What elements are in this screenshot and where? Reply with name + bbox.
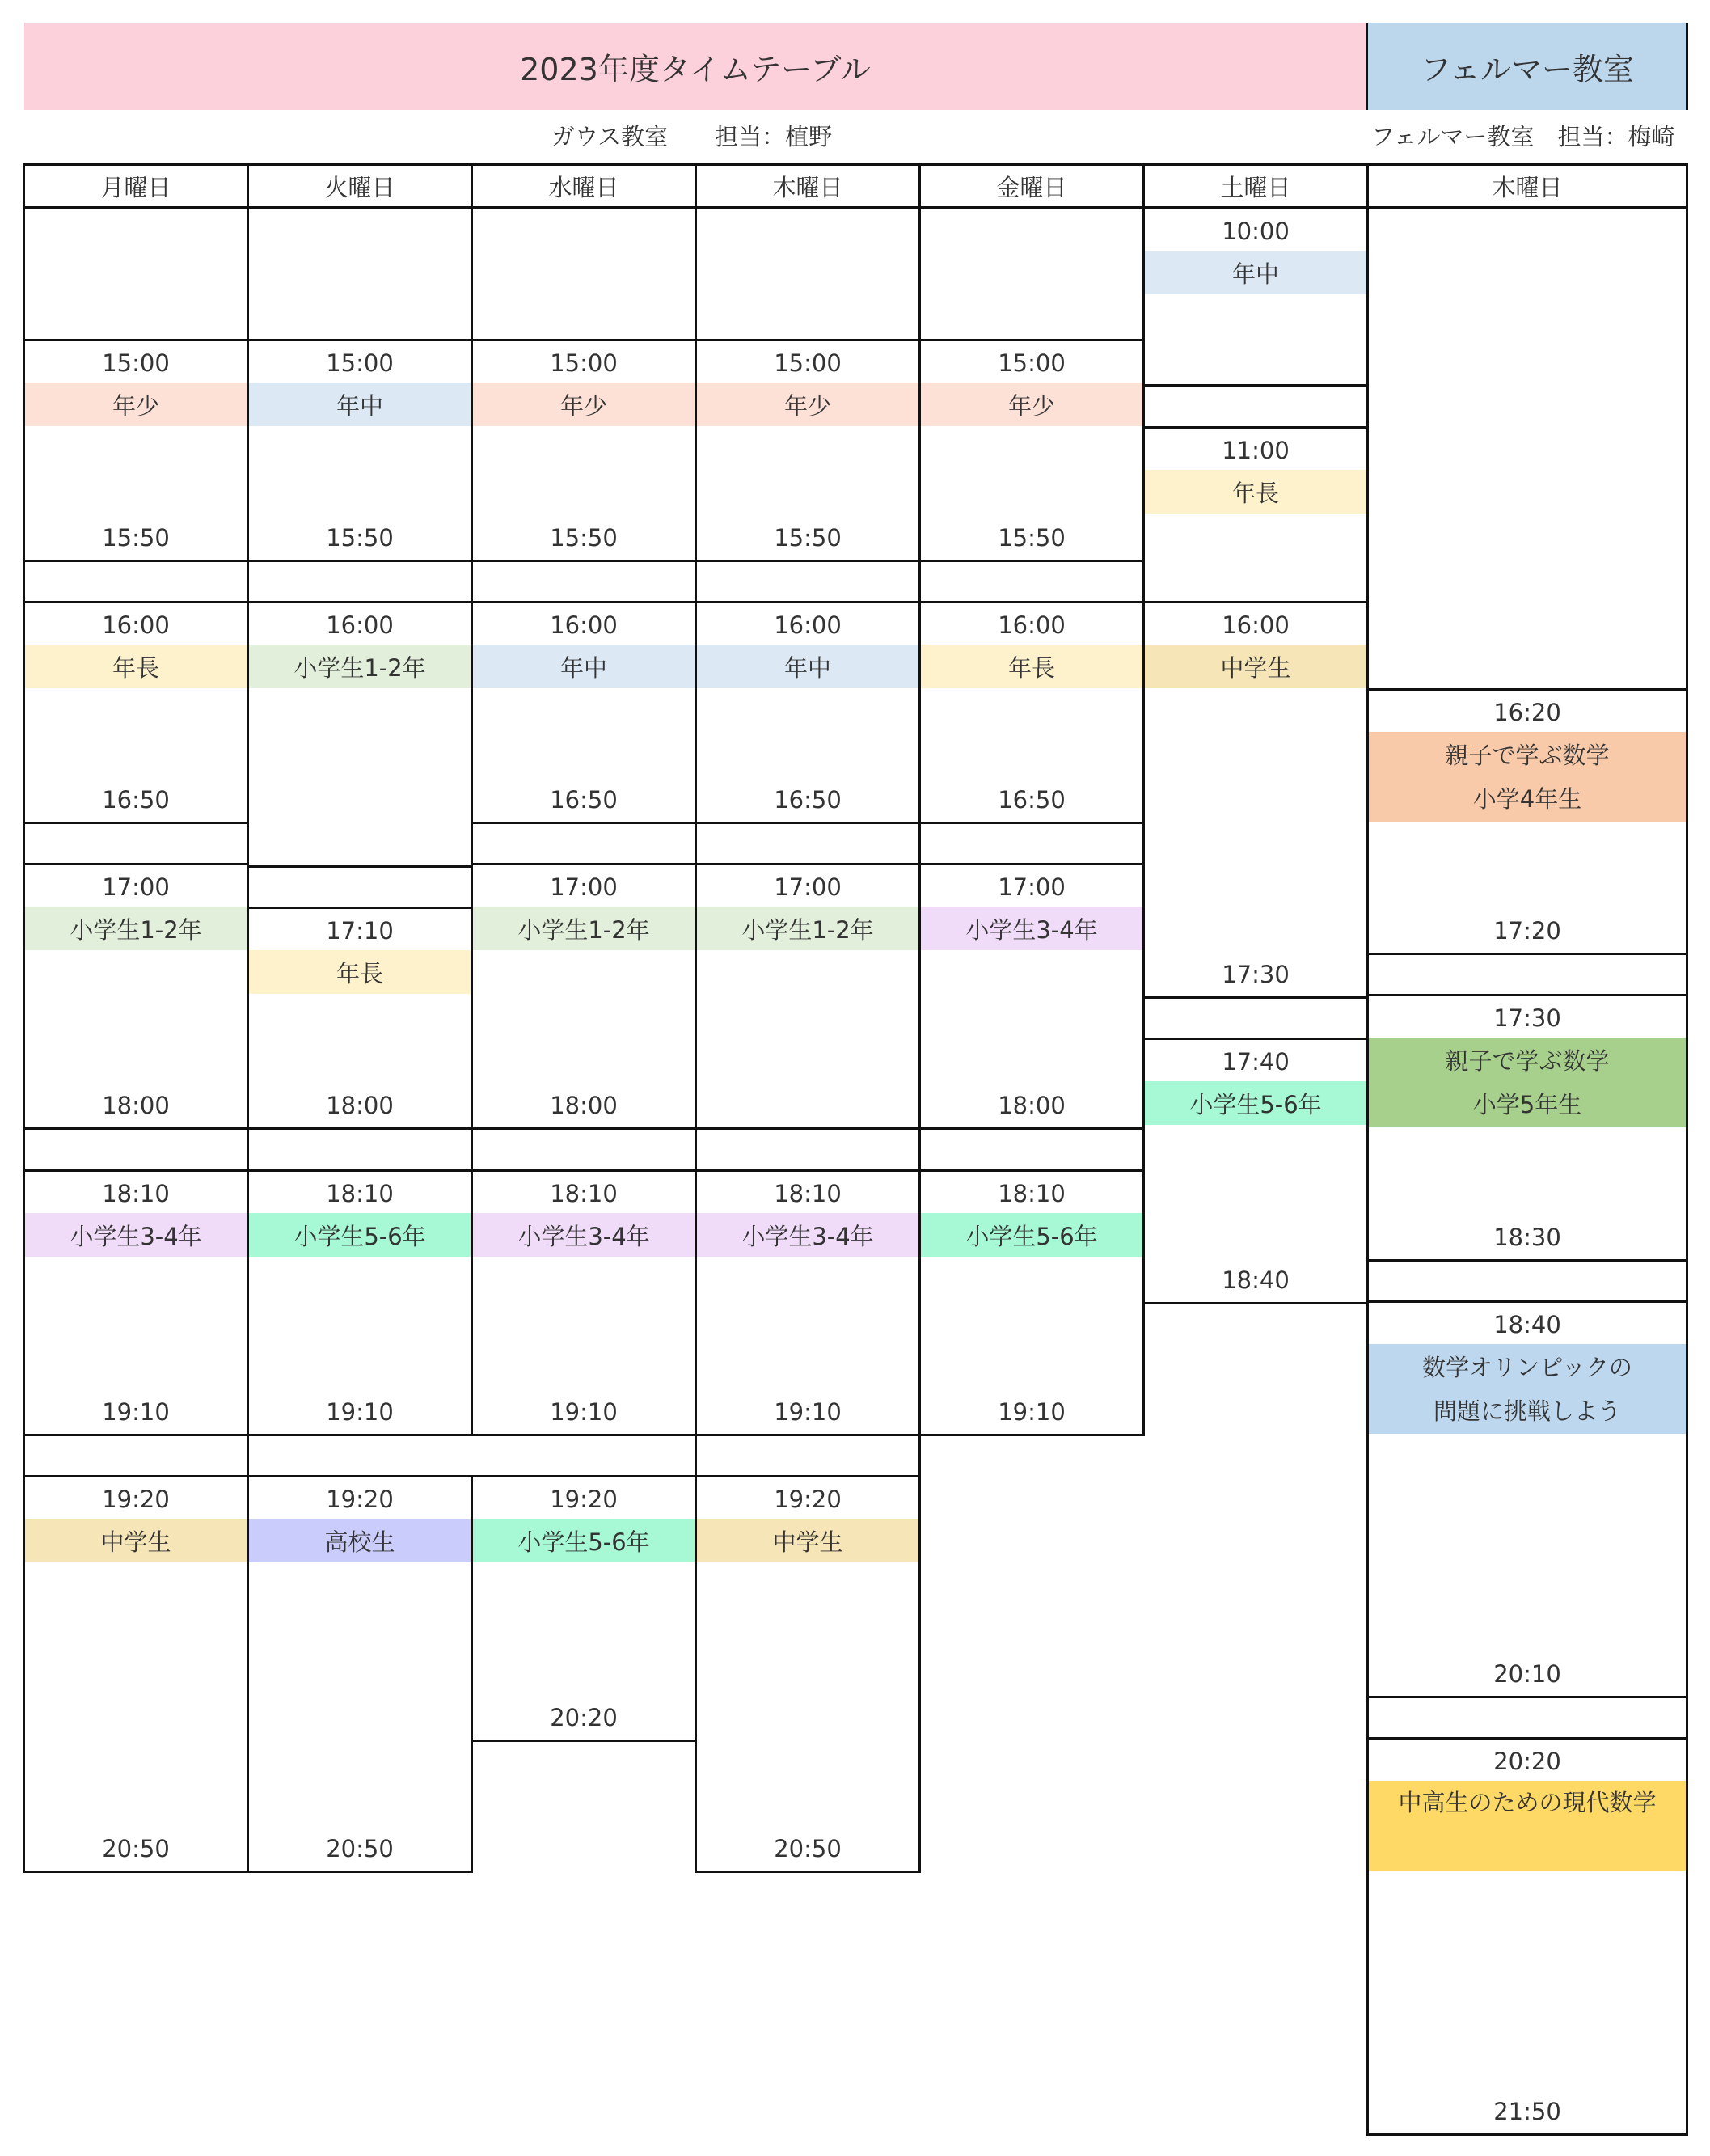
- start-time: 19:20: [326, 1486, 394, 1513]
- end-time: 16:50: [774, 786, 842, 814]
- class-block[interactable]: [918, 863, 1145, 1130]
- start-time: 16:00: [326, 611, 394, 639]
- class-label: 年中: [473, 645, 695, 688]
- class-label-line: 中高生のための現代数学: [1398, 1789, 1657, 1816]
- end-time: 18:30: [1493, 1224, 1561, 1251]
- empty-slot: [23, 1431, 249, 1477]
- empty-slot: [1142, 382, 1369, 429]
- class-label: 小学生1-2年: [473, 907, 695, 950]
- start-time: 17:00: [550, 873, 618, 901]
- end-time: 20:20: [550, 1704, 618, 1731]
- end-time: 20:50: [774, 1835, 842, 1862]
- start-time: 15:00: [550, 349, 618, 377]
- subtitle-right: フェルマー教室 担当：梅崎: [1371, 122, 1675, 150]
- empty-slot: [918, 1125, 1145, 1172]
- empty-slot: [1366, 950, 1688, 996]
- class-block[interactable]: [1366, 688, 1688, 955]
- start-time: 16:00: [1222, 611, 1290, 639]
- empty-slot: [1366, 207, 1688, 691]
- class-block[interactable]: [695, 863, 921, 1130]
- end-time: 18:40: [1222, 1266, 1290, 1294]
- empty-slot: [247, 557, 473, 603]
- start-time: 19:20: [550, 1486, 618, 1513]
- end-time: 20:10: [1493, 1660, 1561, 1688]
- class-label-band: [1369, 1781, 1686, 1871]
- end-time: 19:10: [774, 1398, 842, 1426]
- class-label-band: [1369, 1344, 1686, 1434]
- right-page-title: フェルマー教室: [1420, 51, 1635, 87]
- end-time: 18:00: [102, 1092, 170, 1119]
- empty-slot: [247, 1431, 697, 1477]
- end-time: 19:10: [102, 1398, 170, 1426]
- subtitle-left: ガウス教室 担当：植野: [551, 122, 833, 150]
- class-label: 中学生: [697, 1519, 918, 1562]
- right-title-banner: [1368, 23, 1687, 110]
- day-header: 木曜日: [1366, 163, 1688, 209]
- class-label: 年長: [25, 645, 247, 688]
- class-block[interactable]: [23, 1475, 249, 1873]
- start-time: 18:40: [1493, 1311, 1561, 1338]
- start-time: 18:10: [102, 1180, 170, 1207]
- class-block[interactable]: [23, 601, 249, 824]
- empty-slot: [247, 207, 473, 341]
- class-block[interactable]: [918, 601, 1145, 824]
- class-label-line: 問題に挑戦しよう: [1433, 1397, 1621, 1425]
- empty-slot: [918, 819, 1145, 865]
- start-time: 18:10: [550, 1180, 618, 1207]
- class-block[interactable]: [471, 1169, 697, 1436]
- start-time: 16:00: [998, 611, 1066, 639]
- empty-slot: [471, 819, 697, 865]
- empty-slot: [695, 1431, 921, 1477]
- end-time: 19:10: [550, 1398, 618, 1426]
- end-time: 15:50: [102, 524, 170, 552]
- start-time: 19:20: [102, 1486, 170, 1513]
- class-block[interactable]: [471, 863, 697, 1130]
- class-label: 小学生3-4年: [921, 907, 1142, 950]
- class-block[interactable]: [23, 1169, 249, 1436]
- day-header: 木曜日: [695, 163, 921, 209]
- start-time: 17:30: [1493, 1004, 1561, 1032]
- end-time: 15:50: [774, 524, 842, 552]
- day-header: 月曜日: [23, 163, 249, 209]
- empty-slot: [695, 207, 921, 341]
- end-time: 18:00: [326, 1092, 394, 1119]
- banner-right-edge: [1686, 23, 1688, 110]
- start-time: 18:10: [774, 1180, 842, 1207]
- end-time: 16:50: [102, 786, 170, 814]
- empty-slot: [23, 557, 249, 603]
- class-label: 年少: [25, 383, 247, 426]
- start-time: 16:00: [550, 611, 618, 639]
- class-label-band: [1369, 732, 1686, 822]
- class-label: 小学生1-2年: [25, 907, 247, 950]
- start-time: 19:20: [774, 1486, 842, 1513]
- class-label: 小学生1-2年: [249, 645, 471, 688]
- class-label: 年長: [921, 645, 1142, 688]
- day-header: 土曜日: [1142, 163, 1369, 209]
- end-time: 17:20: [1493, 917, 1561, 945]
- class-label: 小学生3-4年: [25, 1213, 247, 1257]
- empty-slot: [695, 819, 921, 865]
- start-time: 16:20: [1493, 699, 1561, 726]
- class-block[interactable]: [695, 339, 921, 562]
- class-block[interactable]: [471, 601, 697, 824]
- class-block[interactable]: [1142, 207, 1369, 387]
- day-header: 火曜日: [247, 163, 473, 209]
- end-time: 15:50: [550, 524, 618, 552]
- class-label-band: [1369, 1038, 1686, 1127]
- class-label: 高校生: [249, 1519, 471, 1562]
- class-block[interactable]: [1366, 1300, 1688, 1698]
- class-block[interactable]: [247, 1475, 473, 1873]
- class-block[interactable]: [247, 1169, 473, 1436]
- start-time: 17:10: [326, 917, 394, 945]
- class-label-line: 親子で学ぶ数学: [1445, 741, 1610, 769]
- class-label: 年少: [473, 383, 695, 426]
- empty-slot: [1366, 1693, 1688, 1740]
- end-time: 19:10: [326, 1398, 394, 1426]
- end-time: 16:50: [998, 786, 1066, 814]
- class-label-line: 小学5年生: [1472, 1090, 1582, 1118]
- class-block[interactable]: [471, 339, 697, 562]
- class-label: 年少: [921, 383, 1142, 426]
- empty-slot: [1366, 1257, 1688, 1303]
- empty-slot: [23, 819, 249, 865]
- class-block[interactable]: [23, 863, 249, 1130]
- class-label: 年長: [249, 950, 471, 994]
- class-label: 小学生5-6年: [473, 1519, 695, 1562]
- class-block[interactable]: [247, 601, 473, 868]
- end-time: 20:50: [326, 1835, 394, 1862]
- empty-slot: [695, 1125, 921, 1172]
- start-time: 16:00: [102, 611, 170, 639]
- start-time: 16:00: [774, 611, 842, 639]
- start-time: 17:00: [774, 873, 842, 901]
- empty-slot: [471, 207, 697, 341]
- class-label: 小学生5-6年: [1145, 1081, 1366, 1125]
- class-block[interactable]: [247, 907, 473, 1130]
- start-time: 18:10: [998, 1180, 1066, 1207]
- empty-slot: [1142, 994, 1369, 1040]
- empty-slot: [695, 557, 921, 603]
- title-banner: [24, 23, 1366, 110]
- empty-slot: [918, 207, 1145, 341]
- empty-slot: [471, 557, 697, 603]
- class-block[interactable]: [23, 339, 249, 562]
- start-time: 15:00: [102, 349, 170, 377]
- class-label-line: 小学4年生: [1472, 784, 1582, 813]
- end-time: 21:50: [1493, 2098, 1561, 2125]
- start-time: 11:00: [1222, 437, 1290, 464]
- empty-slot: [23, 207, 249, 341]
- class-block[interactable]: [247, 339, 473, 562]
- class-label: 小学生3-4年: [697, 1213, 918, 1257]
- class-block[interactable]: [918, 339, 1145, 562]
- class-block[interactable]: [1366, 1737, 1688, 2136]
- start-time: 17:40: [1222, 1048, 1290, 1076]
- class-block[interactable]: [1142, 601, 1369, 999]
- class-label: 中学生: [1145, 645, 1366, 688]
- end-time: 20:50: [102, 1835, 170, 1862]
- day-header: 金曜日: [918, 163, 1145, 209]
- class-label: 年中: [249, 383, 471, 426]
- empty-slot: [23, 1125, 249, 1172]
- start-time: 15:00: [998, 349, 1066, 377]
- class-label: 中学生: [25, 1519, 247, 1562]
- class-label: 年少: [697, 383, 918, 426]
- class-block[interactable]: [695, 1169, 921, 1436]
- day-header: 水曜日: [471, 163, 697, 209]
- end-time: 18:00: [550, 1092, 618, 1119]
- class-label: 小学生1-2年: [697, 907, 918, 950]
- start-time: 15:00: [774, 349, 842, 377]
- empty-slot: [471, 1125, 697, 1172]
- class-block[interactable]: [1366, 994, 1688, 1262]
- class-block[interactable]: [695, 601, 921, 824]
- start-time: 17:00: [102, 873, 170, 901]
- end-time: 17:30: [1222, 961, 1290, 988]
- end-time: 15:50: [998, 524, 1066, 552]
- class-label: 年中: [1145, 251, 1366, 294]
- end-time: 19:10: [998, 1398, 1066, 1426]
- start-time: 18:10: [326, 1180, 394, 1207]
- class-label-line: 数学オリンピックの: [1422, 1353, 1632, 1381]
- end-time: 16:50: [550, 786, 618, 814]
- start-time: 20:20: [1493, 1748, 1561, 1775]
- end-time: 18:00: [998, 1092, 1066, 1119]
- empty-slot: [247, 1125, 473, 1172]
- class-block[interactable]: [1142, 1038, 1369, 1304]
- class-label: 小学生3-4年: [473, 1213, 695, 1257]
- end-time: 15:50: [326, 524, 394, 552]
- start-time: 15:00: [326, 349, 394, 377]
- class-block[interactable]: [695, 1475, 921, 1873]
- page-title: 2023年度タイムテーブル: [520, 51, 871, 87]
- empty-slot: [918, 557, 1145, 603]
- class-block[interactable]: [471, 1475, 697, 1742]
- start-time: 17:00: [998, 873, 1066, 901]
- class-label: 小学生5-6年: [921, 1213, 1142, 1257]
- start-time: 10:00: [1222, 218, 1290, 245]
- class-label: 年中: [697, 645, 918, 688]
- class-block[interactable]: [1142, 426, 1369, 606]
- banner-divider: [1366, 23, 1368, 110]
- class-label: 小学生5-6年: [249, 1213, 471, 1257]
- class-block[interactable]: [918, 1169, 1145, 1436]
- class-label-line: 親子で学ぶ数学: [1445, 1046, 1610, 1075]
- class-label: 年長: [1145, 470, 1366, 514]
